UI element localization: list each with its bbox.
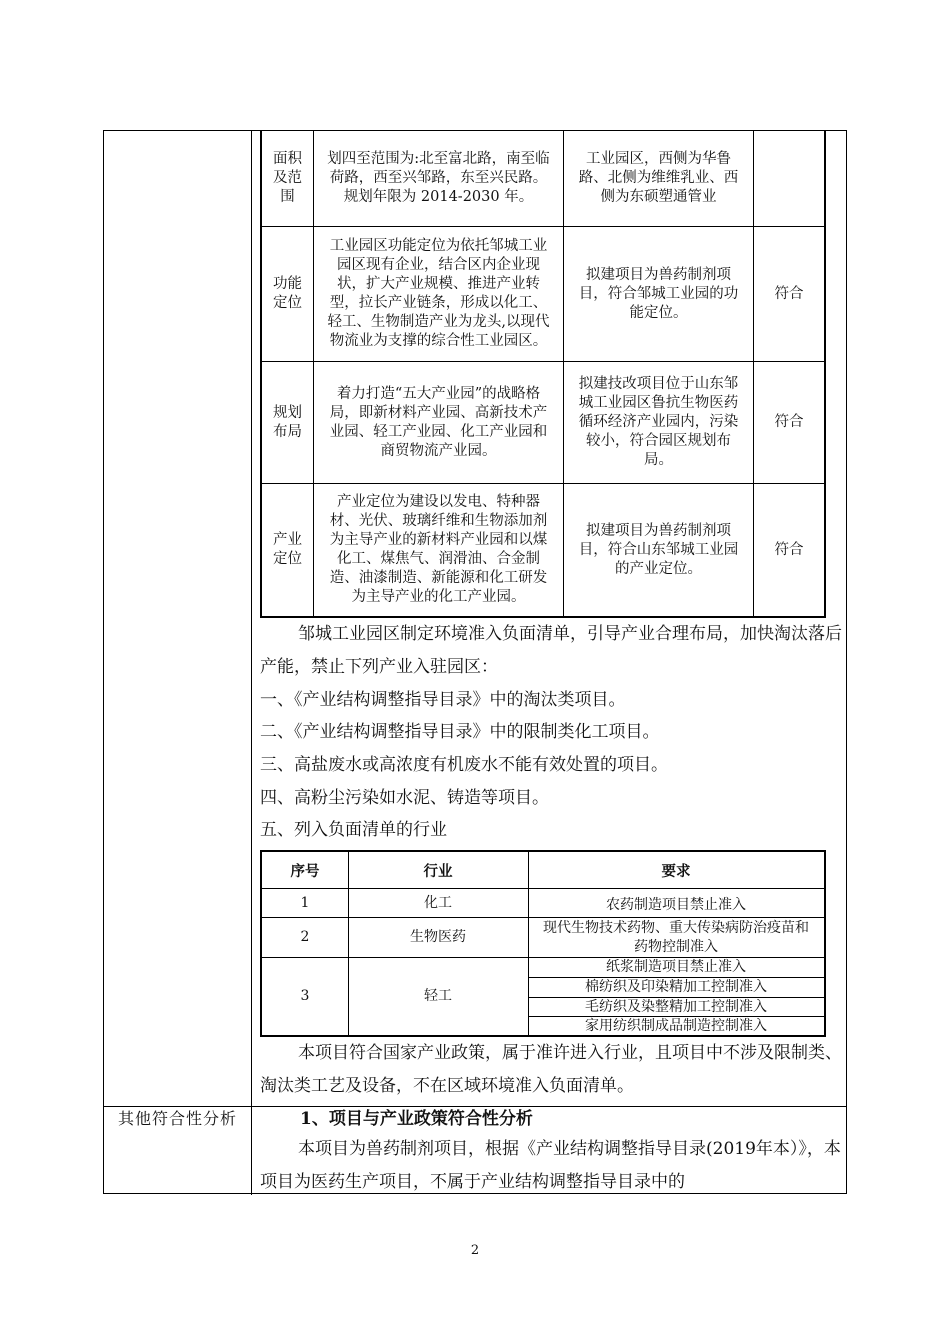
row-requirement: 毛纺织及染整精加工控制准入	[585, 998, 767, 1015]
intro-paragraph: 邹城工业园区制定环境准入负面清单，引导产业合理布局，加快淘汰落后产能，禁止下列产业入驻园区：	[260, 624, 842, 677]
row-no: 3	[300, 988, 310, 1004]
row-no: 2	[300, 929, 310, 945]
project-cell: 拟建技改项目位于山东邹城工业园区鲁抗生物医药循环经济产业园内，污染较小，符合园区规划布局。	[564, 362, 754, 483]
list-item: 一、《产业结构调整指导目录》中的淘汰类项目。	[260, 690, 626, 710]
project-cell: 拟建项目为兽药制剂项目，符合邹城工业园的功能定位。	[564, 227, 754, 361]
plan-cell: 着力打造“五大产业园”的战略格局，即新材料产业园、高新技术产业园、轻工产业园、化工产业园和商贸物流产业园。	[314, 362, 564, 483]
row-industry: 轻工	[424, 988, 452, 1004]
project-cell: 工业园区，西侧为华鲁路、北侧为维维乳业、西侧为东硕塑通管业	[564, 130, 754, 226]
project-cell: 拟建项目为兽药制剂项目，符合山东邹城工业园的产业定位。	[564, 484, 754, 616]
plan-cell: 划四至范围为:北至富北路，南至临荷路，西至兴邹路，东至兴民路。规划年限为 2014-2030 年。	[314, 130, 564, 226]
table-row	[262, 227, 824, 362]
table-row	[262, 362, 824, 484]
negative-list-table	[260, 850, 826, 1037]
aspect-cell: 功能定位	[262, 227, 314, 361]
table-row	[262, 484, 824, 616]
aspect-cell: 规划布局	[262, 362, 314, 483]
list-item: 四、高粉尘污染如水泥、铸造等项目。	[260, 788, 549, 808]
row-industry: 化工	[424, 894, 452, 911]
conclusion-paragraph: 本项目符合国家产业政策，属于准许进入行业，且项目中不涉及限制类、淘汰类工艺及设备，不在区域环境准入负面清单。	[260, 1043, 842, 1096]
row-requirement: 现代生物技术药物、重大传染病防治疫苗和药物控制准入	[543, 919, 809, 955]
list-item: 五、列入负面清单的行业	[260, 820, 447, 840]
table-row	[262, 130, 824, 227]
plan-cell: 工业园区功能定位为依托邹城工业园区现有企业，结合区内企业现状，扩大产业规模、推进产业转型，拉长产业链条，形成以化工、轻工、生物制造产业为龙头,以现代物流业为支撑的综合性工业园区。	[314, 227, 564, 361]
list-item: 二、《产业结构调整指导目录》中的限制类化工项目。	[260, 722, 660, 742]
result-cell: 符合	[774, 414, 804, 430]
section-title: 1、项目与产业政策符合性分析	[300, 1109, 533, 1129]
result-cell	[754, 130, 824, 226]
section-paragraph: 本项目为兽药制剂项目，根据《产业结构调整指导目录(2019年本）》，本项目为医药生产项目，不属于产业结构调整指导目录中的	[260, 1139, 841, 1192]
result-cell: 符合	[774, 541, 804, 558]
result-cell: 符合	[774, 285, 804, 302]
aspect-cell: 面积及范围	[262, 130, 314, 226]
list-item: 三、高盐废水或高浓度有机废水不能有效处置的项目。	[260, 755, 668, 775]
plan-cell: 产业定位为建设以发电、特种器材、光伏、玻璃纤维和生物添加剂为主导产业的新材料产业园和以煤化工、煤焦气、润滑油、合金制造、油漆制造、新能源和化工研发为主导产业的化工产业园。	[314, 484, 564, 616]
aspect-cell: 产业定位	[262, 484, 314, 616]
column-divider	[251, 131, 252, 1195]
header-industry: 行业	[423, 864, 453, 880]
row-requirement: 棉纺织及印染精加工控制准入	[585, 979, 767, 995]
row-requirement: 农药制造项目禁止准入	[606, 896, 746, 913]
row-no: 1	[300, 894, 310, 911]
page-number: 2	[470, 1243, 480, 1258]
header-no: 序号	[290, 864, 320, 880]
plan-compliance-table	[260, 130, 826, 618]
row-requirement: 纸浆制造项目禁止准入	[606, 959, 746, 975]
other-compliance-label: 其他符合性分析	[117, 1109, 237, 1128]
row-requirement: 家用纺织制成品制造控制准入	[585, 1017, 767, 1034]
header-requirement: 要求	[661, 864, 691, 880]
row-industry: 生物医药	[410, 929, 466, 945]
